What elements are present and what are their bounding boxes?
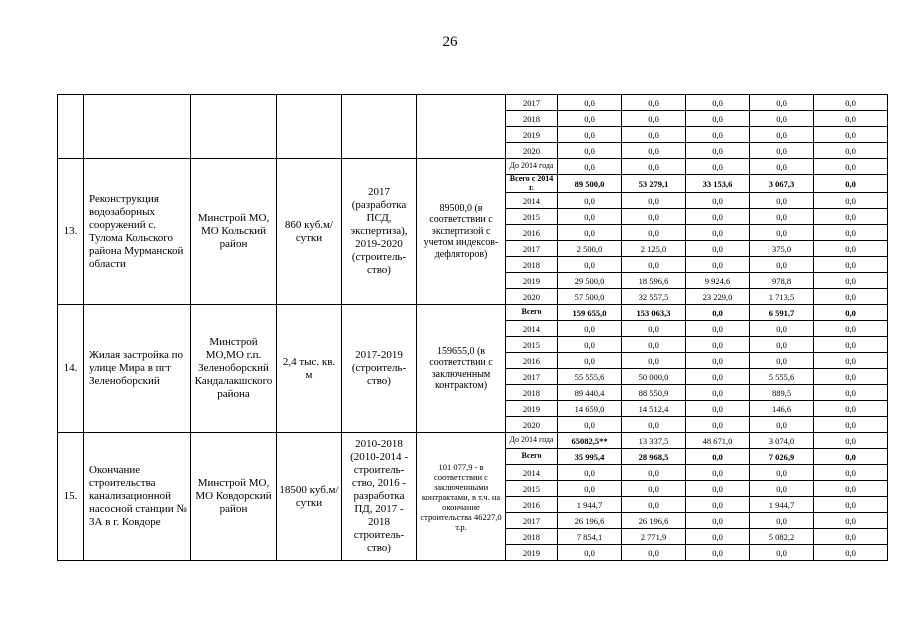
value-cell: 0,0 — [814, 273, 888, 289]
value-cell: 1 713,5 — [750, 289, 814, 305]
value-cell: 0,0 — [750, 143, 814, 159]
year-cell: 2018 — [506, 385, 558, 401]
value-cell: 0,0 — [686, 127, 750, 143]
period-cell — [342, 95, 417, 159]
capacity-cell — [277, 95, 342, 159]
value-cell: 0,0 — [558, 193, 622, 209]
value-cell: 0,0 — [686, 353, 750, 369]
year-cell: 2019 — [506, 545, 558, 561]
value-cell: 13 337,5 — [622, 433, 686, 449]
name-cell: Реконструкция водозаборных сооружений с. Тулома Кольского района Мурманской области — [84, 159, 191, 305]
year-cell: 2019 — [506, 401, 558, 417]
value-cell: 0,0 — [622, 337, 686, 353]
value-cell: 0,0 — [558, 337, 622, 353]
value-cell: 0,0 — [750, 111, 814, 127]
value-cell: 0,0 — [558, 95, 622, 111]
value-cell: 0,0 — [814, 143, 888, 159]
value-cell: 0,0 — [814, 497, 888, 513]
num-cell: 14. — [58, 305, 84, 433]
value-cell: 0,0 — [622, 321, 686, 337]
value-cell: 1 944,7 — [750, 497, 814, 513]
capacity-cell: 18500 куб.м/сутки — [277, 433, 342, 561]
year-cell: Всего — [506, 449, 558, 465]
year-cell: 2019 — [506, 273, 558, 289]
value-cell: 0,0 — [814, 225, 888, 241]
table-row — [58, 433, 888, 449]
value-cell: 0,0 — [622, 417, 686, 433]
value-cell: 5 555,6 — [750, 369, 814, 385]
value-cell: 0,0 — [750, 337, 814, 353]
value-cell: 0,0 — [558, 257, 622, 273]
value-cell: 146,6 — [750, 401, 814, 417]
value-cell: 0,0 — [750, 225, 814, 241]
value-cell: 32 557,5 — [622, 289, 686, 305]
period-cell: 2017 (разработка ПСД, экспертиза), 2019-2020 (строитель-ство) — [342, 159, 417, 305]
value-cell: 0,0 — [814, 321, 888, 337]
value-cell: 0,0 — [750, 545, 814, 561]
value-cell: 88 550,9 — [622, 385, 686, 401]
value-cell: 0,0 — [814, 111, 888, 127]
value-cell: 889,5 — [750, 385, 814, 401]
year-cell: 2017 — [506, 95, 558, 111]
value-cell: 9 924,6 — [686, 273, 750, 289]
customer-cell: Минстрой МО, МО Кольский район — [191, 159, 277, 305]
value-cell: 0,0 — [686, 449, 750, 465]
value-cell: 0,0 — [686, 497, 750, 513]
value-cell: 0,0 — [686, 369, 750, 385]
value-cell: 0,0 — [814, 193, 888, 209]
value-cell: 0,0 — [750, 513, 814, 529]
year-cell: 2020 — [506, 417, 558, 433]
value-cell: 0,0 — [814, 337, 888, 353]
cost-cell: 159655,0 (в соответствии с заключенным контрактом) — [417, 305, 506, 433]
value-cell: 0,0 — [686, 481, 750, 497]
value-cell: 0,0 — [814, 401, 888, 417]
value-cell: 6 591,7 — [750, 305, 814, 321]
year-cell: 2016 — [506, 497, 558, 513]
year-cell: 2014 — [506, 193, 558, 209]
value-cell: 0,0 — [814, 209, 888, 225]
value-cell: 0,0 — [622, 353, 686, 369]
value-cell: 0,0 — [686, 143, 750, 159]
value-cell: 0,0 — [814, 385, 888, 401]
value-cell: 0,0 — [558, 417, 622, 433]
capacity-cell: 2,4 тыс. кв. м — [277, 305, 342, 433]
year-cell: 2015 — [506, 209, 558, 225]
value-cell: 0,0 — [750, 465, 814, 481]
value-cell: 3 074,0 — [750, 433, 814, 449]
value-cell: 978,8 — [750, 273, 814, 289]
year-cell: 2016 — [506, 353, 558, 369]
table-row — [58, 95, 888, 111]
year-cell: 2017 — [506, 513, 558, 529]
year-cell: 2014 — [506, 321, 558, 337]
value-cell: 23 229,0 — [686, 289, 750, 305]
year-cell: 2015 — [506, 481, 558, 497]
program-table — [57, 94, 888, 561]
value-cell: 0,0 — [814, 449, 888, 465]
value-cell: 2 125,0 — [622, 241, 686, 257]
year-cell: 2015 — [506, 337, 558, 353]
value-cell: 0,0 — [814, 241, 888, 257]
num-cell: 13. — [58, 159, 84, 305]
value-cell: 0,0 — [622, 111, 686, 127]
value-cell: 0,0 — [750, 193, 814, 209]
value-cell: 0,0 — [750, 159, 814, 175]
value-cell: 0,0 — [750, 353, 814, 369]
customer-cell — [191, 95, 277, 159]
value-cell: 0,0 — [814, 95, 888, 111]
year-cell: 2016 — [506, 225, 558, 241]
year-cell: 2014 — [506, 465, 558, 481]
page-number: 26 — [442, 34, 458, 50]
value-cell: 5 082,2 — [750, 529, 814, 545]
value-cell: 0,0 — [686, 241, 750, 257]
value-cell: 0,0 — [814, 481, 888, 497]
value-cell: 0,0 — [622, 127, 686, 143]
value-cell: 0,0 — [558, 353, 622, 369]
cost-cell — [417, 95, 506, 159]
table-row — [58, 305, 888, 321]
value-cell: 0,0 — [814, 257, 888, 273]
value-cell: 18 596,6 — [622, 273, 686, 289]
value-cell: 0,0 — [622, 159, 686, 175]
value-cell: 0,0 — [558, 159, 622, 175]
value-cell: 53 279,1 — [622, 175, 686, 193]
value-cell: 0,0 — [750, 95, 814, 111]
value-cell: 0,0 — [686, 209, 750, 225]
value-cell: 0,0 — [686, 193, 750, 209]
value-cell: 48 671,0 — [686, 433, 750, 449]
value-cell: 0,0 — [750, 257, 814, 273]
value-cell: 0,0 — [558, 465, 622, 481]
capacity-cell: 860 куб.м/сутки — [277, 159, 342, 305]
value-cell: 0,0 — [686, 545, 750, 561]
value-cell: 0,0 — [686, 385, 750, 401]
year-cell: Всего с 2014 г. — [506, 175, 558, 193]
value-cell: 0,0 — [558, 545, 622, 561]
value-cell: 35 995,4 — [558, 449, 622, 465]
value-cell: 50 000,0 — [622, 369, 686, 385]
num-cell: 15. — [58, 433, 84, 561]
value-cell: 0,0 — [622, 95, 686, 111]
value-cell: 0,0 — [622, 497, 686, 513]
name-cell — [84, 95, 191, 159]
value-cell: 0,0 — [814, 127, 888, 143]
value-cell: 0,0 — [814, 433, 888, 449]
period-cell: 2017-2019 (строитель-ство) — [342, 305, 417, 433]
value-cell: 0,0 — [558, 111, 622, 127]
value-cell: 0,0 — [686, 95, 750, 111]
year-cell: 2020 — [506, 289, 558, 305]
value-cell: 153 063,3 — [622, 305, 686, 321]
value-cell: 14 512,4 — [622, 401, 686, 417]
value-cell: 0,0 — [814, 545, 888, 561]
value-cell: 0,0 — [814, 529, 888, 545]
value-cell: 375,0 — [750, 241, 814, 257]
value-cell: 0,0 — [686, 513, 750, 529]
year-cell: 2017 — [506, 369, 558, 385]
value-cell: 0,0 — [622, 193, 686, 209]
value-cell: 0,0 — [622, 481, 686, 497]
year-cell: До 2014 года — [506, 433, 558, 449]
cost-cell: 89500,0 (в соответствии с экспертизой с учетом индексов-дефляторов) — [417, 159, 506, 305]
value-cell: 57 500,0 — [558, 289, 622, 305]
value-cell: 0,0 — [686, 305, 750, 321]
year-cell: 2018 — [506, 529, 558, 545]
year-cell: 2019 — [506, 127, 558, 143]
value-cell: 0,0 — [750, 481, 814, 497]
value-cell: 14 659,0 — [558, 401, 622, 417]
value-cell: 0,0 — [814, 369, 888, 385]
customer-cell: Минстрой МО,МО г.п. Зеленоборский Кандалакшского района — [191, 305, 277, 433]
year-cell: Всего — [506, 305, 558, 321]
value-cell: 0,0 — [686, 225, 750, 241]
value-cell: 0,0 — [622, 225, 686, 241]
value-cell: 89 440,4 — [558, 385, 622, 401]
value-cell: 0,0 — [622, 257, 686, 273]
value-cell: 0,0 — [558, 127, 622, 143]
value-cell: 26 196,6 — [622, 513, 686, 529]
value-cell: 159 655,0 — [558, 305, 622, 321]
value-cell: 0,0 — [686, 529, 750, 545]
value-cell: 26 196,6 — [558, 513, 622, 529]
value-cell: 33 153,6 — [686, 175, 750, 193]
value-cell: 0,0 — [622, 465, 686, 481]
value-cell: 0,0 — [750, 127, 814, 143]
value-cell: 0,0 — [558, 143, 622, 159]
value-cell: 7 854,1 — [558, 529, 622, 545]
value-cell: 0,0 — [814, 159, 888, 175]
customer-cell: Минстрой МО, МО Ковдорский район — [191, 433, 277, 561]
value-cell: 0,0 — [814, 289, 888, 305]
year-cell: 2018 — [506, 111, 558, 127]
value-cell: 0,0 — [750, 321, 814, 337]
value-cell: 89 500,0 — [558, 175, 622, 193]
value-cell: 0,0 — [814, 175, 888, 193]
table-row — [58, 159, 888, 175]
value-cell: 0,0 — [622, 143, 686, 159]
value-cell: 28 968,5 — [622, 449, 686, 465]
num-cell — [58, 95, 84, 159]
value-cell: 0,0 — [814, 465, 888, 481]
value-cell: 3 067,3 — [750, 175, 814, 193]
value-cell: 0,0 — [814, 513, 888, 529]
value-cell: 0,0 — [558, 225, 622, 241]
value-cell: 0,0 — [686, 401, 750, 417]
value-cell: 2 500,0 — [558, 241, 622, 257]
period-cell: 2010-2018 (2010-2014 - строитель-ство, 2016 - разработка ПД, 2017 - 2018 строитель-ство) — [342, 433, 417, 561]
name-cell: Окончание строительства канализационной насосной станции № 3А в г. Ковдоре — [84, 433, 191, 561]
value-cell: 0,0 — [622, 545, 686, 561]
value-cell: 0,0 — [686, 465, 750, 481]
value-cell: 0,0 — [622, 209, 686, 225]
value-cell: 0,0 — [686, 159, 750, 175]
value-cell: 0,0 — [686, 417, 750, 433]
value-cell: 0,0 — [686, 337, 750, 353]
value-cell: 0,0 — [814, 305, 888, 321]
name-cell: Жилая застройка по улице Мира в пгт Зеленоборский — [84, 305, 191, 433]
value-cell: 55 555,6 — [558, 369, 622, 385]
year-cell: 2017 — [506, 241, 558, 257]
cost-cell: 101 077,9 - в соответствии с заключенными контрактами, в т.ч. на окончание строительства 46227,0 т.р. — [417, 433, 506, 561]
year-cell: 2020 — [506, 143, 558, 159]
value-cell: 0,0 — [686, 111, 750, 127]
value-cell: 0,0 — [558, 209, 622, 225]
value-cell: 0,0 — [686, 321, 750, 337]
value-cell: 0,0 — [686, 257, 750, 273]
year-cell: 2018 — [506, 257, 558, 273]
value-cell: 0,0 — [558, 321, 622, 337]
year-cell: До 2014 года — [506, 159, 558, 175]
value-cell: 29 500,0 — [558, 273, 622, 289]
value-cell: 65082,5** — [558, 433, 622, 449]
value-cell: 7 026,9 — [750, 449, 814, 465]
value-cell: 0,0 — [750, 417, 814, 433]
value-cell: 0,0 — [814, 417, 888, 433]
value-cell: 1 944,7 — [558, 497, 622, 513]
value-cell: 2 771,9 — [622, 529, 686, 545]
value-cell: 0,0 — [558, 481, 622, 497]
value-cell: 0,0 — [814, 353, 888, 369]
value-cell: 0,0 — [750, 209, 814, 225]
